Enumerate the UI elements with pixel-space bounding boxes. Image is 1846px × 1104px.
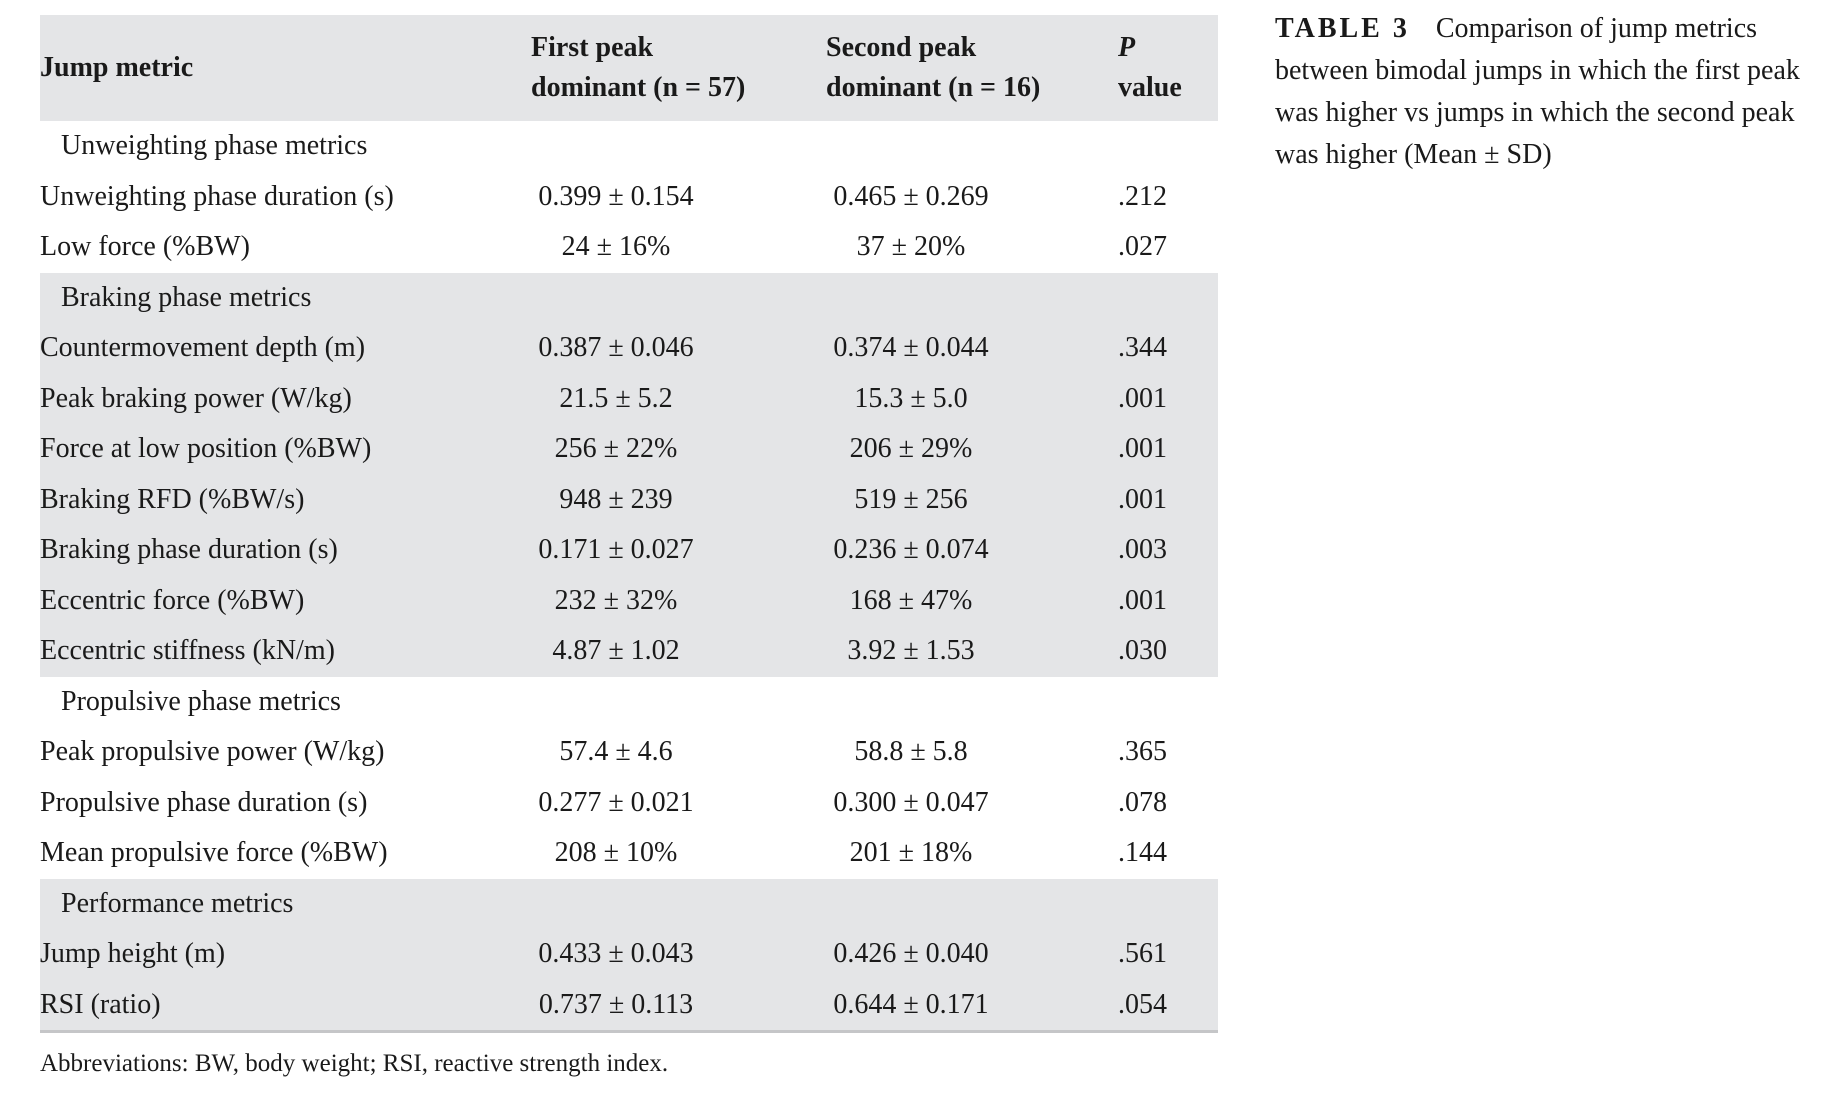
first-peak-value: 4.87 ± 1.02 <box>552 635 680 667</box>
p-value: .344 <box>1118 332 1167 364</box>
second-peak-value: 0.426 ± 0.040 <box>833 938 989 970</box>
table-row <box>40 475 1218 526</box>
metric-name: Countermovement depth (m) <box>40 332 366 364</box>
first-peak-value: 21.5 ± 5.2 <box>559 382 673 414</box>
first-peak-cell <box>531 323 826 374</box>
second-peak-cell <box>826 727 1118 778</box>
header-second-peak-line1: Second peak <box>826 32 977 63</box>
second-peak-value: 37 ± 20% <box>856 231 966 263</box>
metric-name: Braking RFD (%BW/s) <box>40 483 305 515</box>
header-jump-metric <box>40 15 531 121</box>
second-peak-cell <box>826 374 1118 425</box>
table-row <box>40 424 1218 475</box>
section-title: Braking phase metrics <box>61 281 312 313</box>
table-row <box>40 576 1218 627</box>
section-group <box>40 879 1218 1032</box>
first-peak-cell <box>531 374 826 425</box>
table-row <box>40 525 1218 576</box>
first-peak-cell <box>531 929 826 980</box>
second-peak-value: 0.644 ± 0.171 <box>833 988 989 1020</box>
second-peak-value: 0.300 ± 0.047 <box>833 786 989 818</box>
metric-name: RSI (ratio) <box>40 980 531 1032</box>
metric-name: Eccentric stiffness (kN/m) <box>40 635 335 667</box>
header-first-peak-line2: dominant (n = 57) <box>531 72 746 103</box>
first-peak-cell <box>531 980 826 1032</box>
metric-name: Unweighting phase duration (s) <box>40 180 394 212</box>
p-value: .001 <box>1118 584 1167 616</box>
second-peak-value: 201 ± 18% <box>849 837 973 869</box>
second-peak-cell <box>826 828 1118 879</box>
second-peak-value: 519 ± 256 <box>854 483 968 515</box>
first-peak-value: 0.433 ± 0.043 <box>538 938 694 970</box>
first-peak-value: 0.399 ± 0.154 <box>538 180 694 212</box>
second-peak-value: 58.8 ± 5.8 <box>854 736 968 768</box>
metric-name: Peak propulsive power (W/kg) <box>40 736 385 768</box>
first-peak-cell <box>531 525 826 576</box>
second-peak-cell <box>826 576 1118 627</box>
first-peak-value: 256 ± 22% <box>554 433 678 465</box>
first-peak-value: 208 ± 10% <box>554 837 678 869</box>
section-title: Unweighting phase metrics <box>61 130 368 162</box>
p-value: .001 <box>1118 433 1167 465</box>
p-value: .561 <box>1118 938 1167 970</box>
second-peak-cell <box>826 525 1118 576</box>
first-peak-value: 232 ± 32% <box>554 584 678 616</box>
section-title: Propulsive phase metrics <box>61 685 341 717</box>
p-value: .365 <box>1118 736 1167 768</box>
header-p-value-line1: P <box>1118 32 1136 63</box>
table-header <box>40 15 1218 121</box>
second-peak-cell <box>826 222 1118 273</box>
second-peak-cell <box>826 424 1118 475</box>
second-peak-value: 206 ± 29% <box>849 433 973 465</box>
first-peak-value: 948 ± 239 <box>559 483 673 515</box>
second-peak-value: 15.3 ± 5.0 <box>854 382 968 414</box>
table-row <box>40 727 1218 778</box>
section-title: Performance metrics <box>61 887 294 919</box>
section-header-row <box>40 273 1218 324</box>
table-caption <box>1275 8 1825 176</box>
first-peak-value: 24 ± 16% <box>561 231 671 263</box>
p-value: .054 <box>1118 980 1218 1032</box>
table-row <box>40 778 1218 829</box>
p-value: .212 <box>1118 180 1167 212</box>
section-group <box>40 121 1218 273</box>
p-value: .078 <box>1118 786 1167 818</box>
metric-name: Mean propulsive force (%BW) <box>40 837 388 869</box>
table-row <box>40 172 1218 223</box>
section-group <box>40 677 1218 879</box>
header-row <box>40 15 1218 121</box>
table-row <box>40 323 1218 374</box>
p-value: .003 <box>1118 534 1167 566</box>
p-value: .030 <box>1118 635 1167 667</box>
second-peak-cell <box>826 929 1118 980</box>
first-peak-value: 0.277 ± 0.021 <box>538 786 694 818</box>
header-p-value-line2: value <box>1118 72 1182 103</box>
metric-name: Eccentric force (%BW) <box>40 584 305 616</box>
table-row <box>40 222 1218 273</box>
second-peak-cell <box>826 626 1118 677</box>
p-value: .001 <box>1118 382 1167 414</box>
table-row <box>40 374 1218 425</box>
first-peak-cell <box>531 424 826 475</box>
first-peak-value: 57.4 ± 4.6 <box>559 736 673 768</box>
second-peak-cell <box>826 778 1118 829</box>
metric-name: Force at low position (%BW) <box>40 433 372 465</box>
section-header-row <box>40 879 1218 930</box>
second-peak-value: 0.465 ± 0.269 <box>833 180 989 212</box>
first-peak-value: 0.171 ± 0.027 <box>538 534 694 566</box>
table-footnote: Abbreviations: BW, body weight; RSI, reactive strength index. <box>40 1050 669 1077</box>
jump-metrics-table <box>40 15 1218 1033</box>
table-row <box>40 980 1218 1032</box>
second-peak-value: 168 ± 47% <box>849 584 973 616</box>
second-peak-cell <box>826 323 1118 374</box>
first-peak-cell <box>531 172 826 223</box>
second-peak-cell <box>826 172 1118 223</box>
second-peak-cell <box>826 475 1118 526</box>
p-value: .027 <box>1118 231 1167 263</box>
first-peak-cell <box>531 222 826 273</box>
metric-name: Low force (%BW) <box>40 231 250 263</box>
table-row <box>40 828 1218 879</box>
metric-name: Jump height (m) <box>40 938 226 970</box>
p-value: .001 <box>1118 483 1167 515</box>
first-peak-cell <box>531 626 826 677</box>
first-peak-cell <box>531 576 826 627</box>
header-jump-metric-label: Jump metric <box>40 52 194 83</box>
header-p-value <box>1118 15 1218 121</box>
section-group <box>40 273 1218 677</box>
first-peak-cell <box>531 778 826 829</box>
section-header-row <box>40 121 1218 172</box>
first-peak-cell <box>531 828 826 879</box>
section-header-row <box>40 677 1218 728</box>
first-peak-cell <box>531 727 826 778</box>
metric-name: Braking phase duration (s) <box>40 534 338 566</box>
caption-text: Comparison of jump metrics between bimodal jumps in which the first peak was higher vs jumps in which the second peak was higher (Mean ± SD) <box>1275 13 1800 170</box>
p-value: .144 <box>1118 837 1167 869</box>
second-peak-value: 3.92 ± 1.53 <box>847 635 975 667</box>
header-first-peak-line1: First peak <box>531 32 654 63</box>
header-first-peak <box>531 15 826 121</box>
header-second-peak <box>826 15 1118 121</box>
second-peak-value: 0.236 ± 0.074 <box>833 534 989 566</box>
table-row <box>40 929 1218 980</box>
header-second-peak-line2: dominant (n = 16) <box>826 72 1041 103</box>
caption-label: TABLE 3 <box>1275 13 1410 44</box>
metric-name: Propulsive phase duration (s) <box>40 786 368 818</box>
first-peak-value: 0.737 ± 0.113 <box>538 988 694 1020</box>
first-peak-cell <box>531 475 826 526</box>
metric-name: Peak braking power (W/kg) <box>40 382 352 414</box>
second-peak-value: 0.374 ± 0.044 <box>833 332 989 364</box>
second-peak-cell <box>826 980 1118 1032</box>
first-peak-value: 0.387 ± 0.046 <box>538 332 694 364</box>
table-row <box>40 626 1218 677</box>
